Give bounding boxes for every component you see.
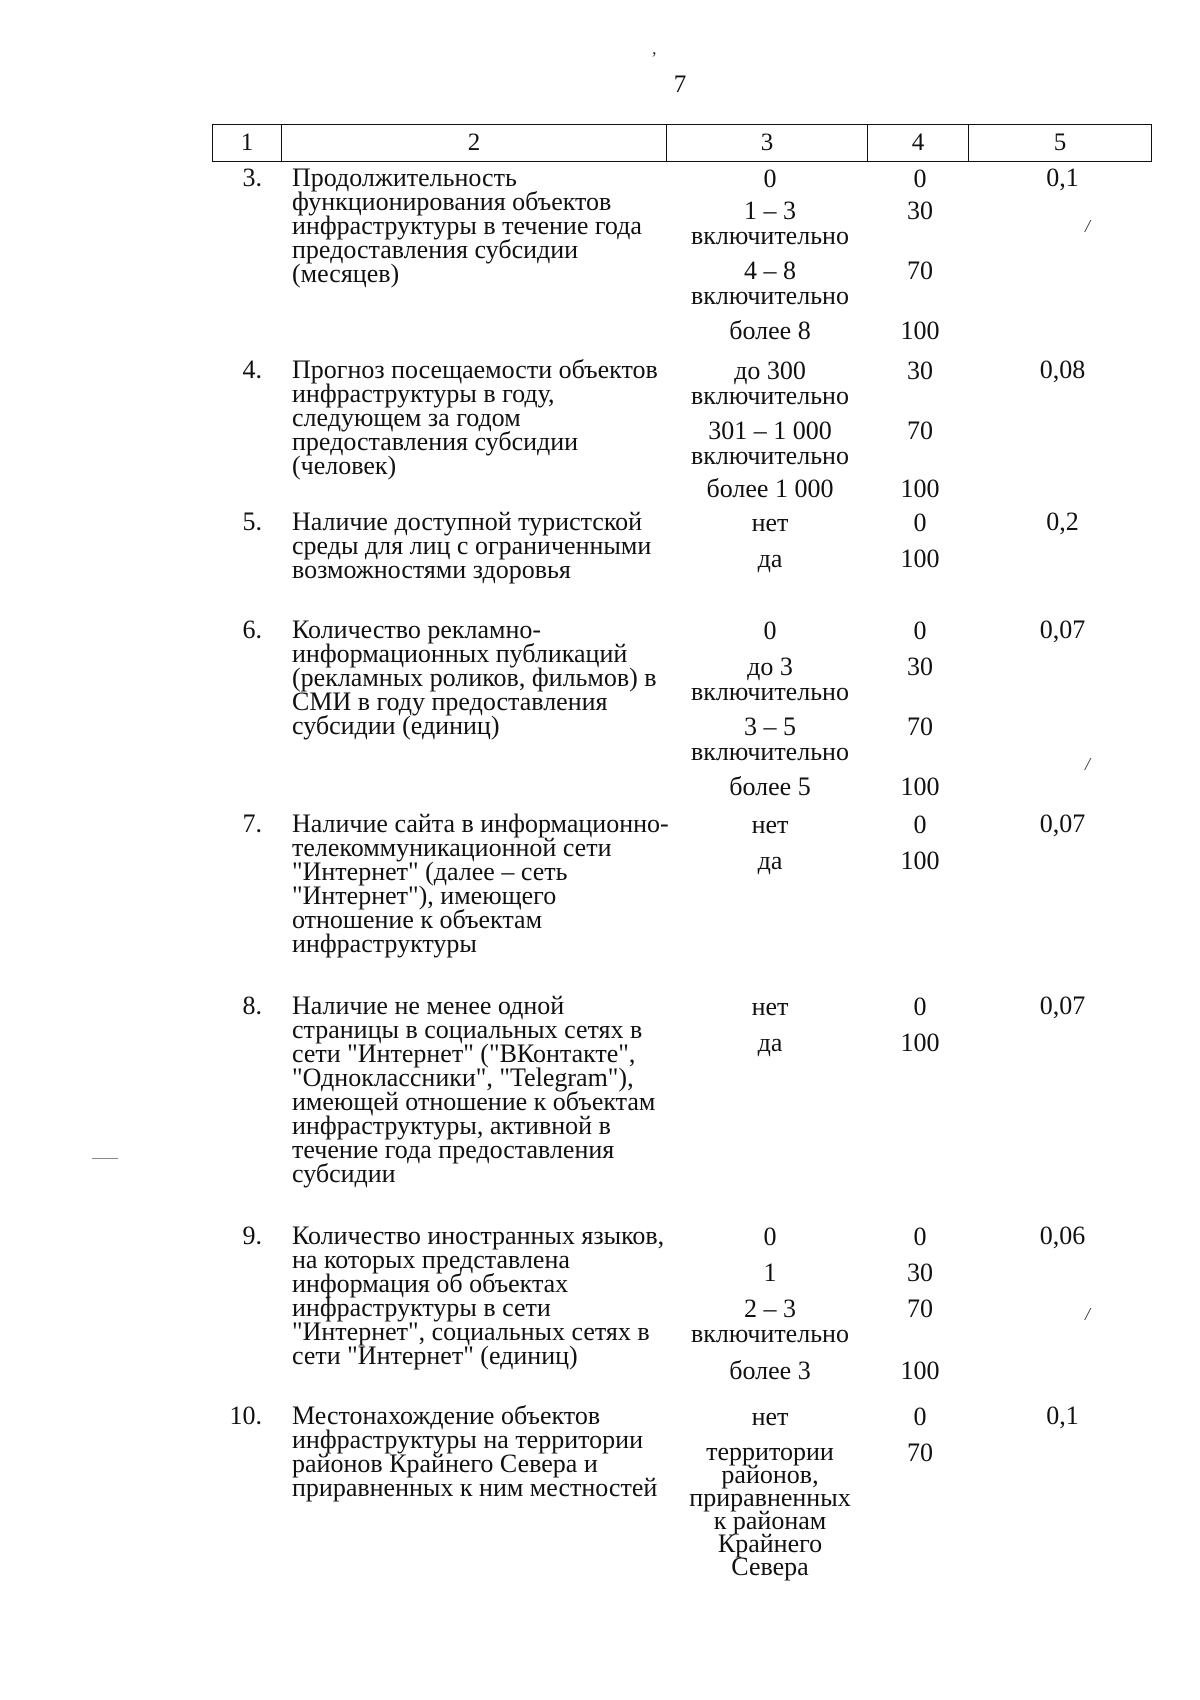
weight-value: 0,07 [1039, 615, 1086, 644]
option-label: 1 [763, 1258, 777, 1287]
option-label: 0 [763, 616, 777, 645]
weight-value: 0,2 [1046, 507, 1079, 536]
option-score: 100 [900, 544, 940, 573]
weight-value: 0,1 [1046, 1401, 1079, 1430]
row-number: 9. [242, 1221, 262, 1250]
weight-value: 0,06 [1039, 1221, 1086, 1250]
weight-value: 0,1 [1046, 163, 1079, 192]
column-header-2: 2 [282, 125, 667, 162]
option-score: 0 [913, 1402, 927, 1431]
criterion-text: Наличие не менее одной страницы в социальных сетях в сети "Интернет" ("ВКонтакте", "Одноклассники", "Telegram"), имеющей отношение к объектам инфраструктуры, активной в течение года предоставления субсидии [292, 991, 656, 1188]
option-label: более 8 [729, 316, 811, 345]
weight-value: 0,08 [1039, 355, 1086, 384]
option-score: 0 [913, 992, 927, 1021]
option-label: нет [751, 810, 789, 839]
criterion-text: Количество иностранных языков, на которых представлена информация об объектах инфраструктуры в сети "Интернет", социальных сетях в сети "Интернет" (единиц) [292, 1221, 665, 1370]
option-score: 0 [913, 616, 927, 645]
table-row [0, 809, 1200, 982]
option-score: 70 [907, 1294, 933, 1323]
table-row [0, 1401, 1200, 1604]
option-label: да [757, 544, 783, 573]
option-score: 70 [907, 712, 933, 741]
option-label: 0 [763, 1222, 777, 1251]
option-label: до 300 включительно [691, 356, 849, 410]
option-score: 30 [907, 652, 933, 681]
table-row [0, 163, 1200, 352]
option-score: 100 [900, 316, 940, 345]
option-label: 301 – 1 000 включительно [691, 416, 849, 470]
page-number: 7 [673, 71, 687, 98]
column-header-1: 1 [213, 125, 282, 162]
option-score: 70 [907, 256, 933, 285]
option-score: 100 [900, 772, 940, 801]
option-score: 70 [907, 1438, 933, 1467]
option-score: 0 [913, 1222, 927, 1251]
column-header-5: 5 [969, 125, 1152, 162]
option-score: 100 [900, 1356, 940, 1385]
criterion-text: Наличие доступной туристской среды для лиц с ограниченными возможностями здоровья [292, 507, 652, 584]
option-label: более 3 [729, 1356, 811, 1385]
option-label: более 5 [729, 772, 811, 801]
criterion-text: Местонахождение объектов инфраструктуры на территории районов Крайнего Севера и приравненных к ним местностей [292, 1401, 658, 1502]
table-row [0, 507, 1200, 614]
option-label: 2 – 3 включительно [691, 1294, 849, 1348]
row-number: 4. [242, 355, 262, 384]
option-label: 0 [763, 164, 777, 193]
column-header-row [212, 124, 1152, 162]
criterion-text: Наличие сайта в информационно-телекоммуникационной сети "Интернет" (далее – сеть "Интернет"), имеющего отношение к объектам инфраструктуры [292, 809, 669, 958]
weight-value: 0,07 [1039, 809, 1086, 838]
option-label: более 1 000 [706, 474, 834, 503]
criterion-text: Продолжительность функционирования объектов инфраструктуры в течение года предоставления субсидии (месяцев) [292, 163, 642, 288]
option-score: 0 [913, 810, 927, 839]
option-score: 0 [913, 164, 927, 193]
row-number: 6. [242, 615, 262, 644]
slash-mark: / [1085, 754, 1091, 774]
margin-dash [92, 1158, 118, 1159]
option-label: 1 – 3 включительно [691, 196, 849, 250]
option-label: территории районов, приравненных к районам Крайнего Севера [689, 1437, 851, 1581]
option-label: нет [751, 1402, 789, 1431]
top-mark: , [652, 38, 657, 58]
table-row [0, 1221, 1200, 1394]
option-label: нет [751, 992, 789, 1021]
option-label: да [757, 846, 783, 875]
option-score: 100 [900, 846, 940, 875]
row-number: 7. [242, 809, 262, 838]
slash-mark: / [1085, 1304, 1091, 1324]
row-number: 8. [242, 991, 262, 1020]
option-score: 0 [913, 508, 927, 537]
row-number: 5. [242, 507, 262, 536]
row-number: 10. [229, 1401, 262, 1430]
option-score: 30 [907, 196, 933, 225]
row-number: 3. [242, 163, 262, 192]
criterion-text: Количество рекламно-информационных публикаций (рекламных роликов, фильмов) в СМИ в году предоставления субсидии (единиц) [292, 615, 657, 740]
option-label: нет [751, 508, 789, 537]
option-score: 100 [900, 1028, 940, 1057]
table-row [0, 615, 1200, 808]
option-score: 30 [907, 1258, 933, 1287]
option-label: 3 – 5 включительно [691, 712, 849, 766]
option-score: 100 [900, 474, 940, 503]
criteria-table-body [0, 163, 1200, 1581]
option-label: да [757, 1028, 783, 1057]
weight-value: 0,07 [1039, 991, 1086, 1020]
option-score: 30 [907, 356, 933, 385]
option-label: до 3 включительно [691, 652, 849, 706]
slash-mark: / [1085, 216, 1091, 236]
option-label: 4 – 8 включительно [691, 256, 849, 310]
column-header-4: 4 [868, 125, 969, 162]
option-score: 70 [907, 416, 933, 445]
table-row [0, 355, 1200, 504]
criterion-text: Прогноз посещаемости объектов инфраструктуры в году, следующем за годом предоставления субсидии (человек) [292, 355, 658, 480]
column-header-3: 3 [667, 125, 868, 162]
table-row [0, 991, 1200, 1214]
